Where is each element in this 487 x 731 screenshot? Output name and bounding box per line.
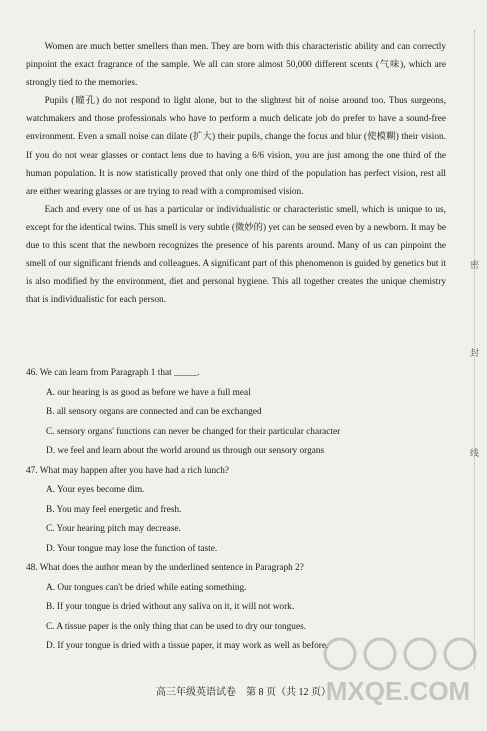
- answer-option: B. all sensory organs are connected and can be exchanged: [46, 407, 262, 417]
- question-stem: 48. What does the author mean by the underlined sentence in Paragraph 2?: [26, 563, 304, 573]
- watermark-logo: [318, 632, 478, 708]
- answer-option: D. we feel and learn about the world around us through our sensory organs: [46, 446, 325, 456]
- answer-option: C. A tissue paper is the only thing that can be used to dry our tongues.: [46, 621, 307, 632]
- answer-option: C. Your hearing pitch may decrease.: [46, 524, 181, 534]
- question-stem: 47. What may happen after you have had a rich lunch?: [26, 465, 229, 476]
- answer-option: D. If your tongue is dried with a tissue paper, it may work as well as before.: [46, 641, 329, 651]
- question-46: [26, 364, 456, 462]
- page-footer: 高三年级英语试卷 第 8 页（共 12 页）: [156, 687, 331, 698]
- paragraph-1: Women are much better smellers than men. They are born with this characteristic ability and can correctly pinpoint the exact fragrance of the sample. We all can store almost 50,000 different scents (气味), which are strongly tied to the memories.: [26, 42, 446, 89]
- answer-option: A. Your eyes become dim.: [46, 485, 145, 495]
- side-mark-seal: 密: [470, 260, 480, 270]
- question-stem: 46. We can learn from Paragraph 1 that _____.: [26, 368, 200, 378]
- side-mark-seal-2: 封: [470, 348, 480, 358]
- watermark-text: MXQE.COM: [325, 676, 471, 706]
- answer-option: B. If your tongue is dried without any saliva on it, it will not work.: [46, 602, 295, 612]
- side-mark-line: 线: [470, 448, 480, 458]
- paragraph-2: Pupils (瞳孔) do not respond to light alone, but to the slightest bit of noise around too. Thus surgeons, watchmakers and those professionals who have to perform a much delicate job do prefer to have a sound-free environment. Even a small noise can dilate (扩大) their pupils, change the focus and blur (使模糊) their vision. If you do not wear glasses or contact lens due to having a 6/6 vision, you are just among the one third of the human population. It is now statistically proved that only one third of the population has perfect vision, rest all are either wearing glasses or are trying to read with a compromised vision.: [26, 96, 446, 197]
- question-list: [26, 364, 456, 657]
- answer-option: A. our hearing is as good as before we have a full meal: [46, 387, 251, 398]
- answer-option: B. You may feel energetic and fresh.: [46, 504, 182, 515]
- answer-option: A. Our tongues can't be dried while eating something.: [46, 582, 247, 593]
- paragraph-3: Each and every one of us has a particular or individualistic or characteristic smell, which is unique to us, except for the identical twins. This smell is very subtle (微妙的) yet can be sensed even by a newborn. It may be due to this scent that the newborn recognizes the presence of his parents around. Many of us can pinpoint the smell of our significant friends and colleagues. A significant part of this phenomenon is guided by genetics but it is also modified by the environment, diet and personal hygiene. This all together creates the unique chemistry that is individualistic for each person.: [26, 204, 446, 306]
- answer-option: C. sensory organs' functions can never be changed for their particular character: [46, 426, 341, 437]
- answer-option: D. Your tongue may lose the function of taste.: [46, 543, 218, 554]
- reading-passage: [26, 38, 446, 309]
- question-47: [26, 462, 456, 560]
